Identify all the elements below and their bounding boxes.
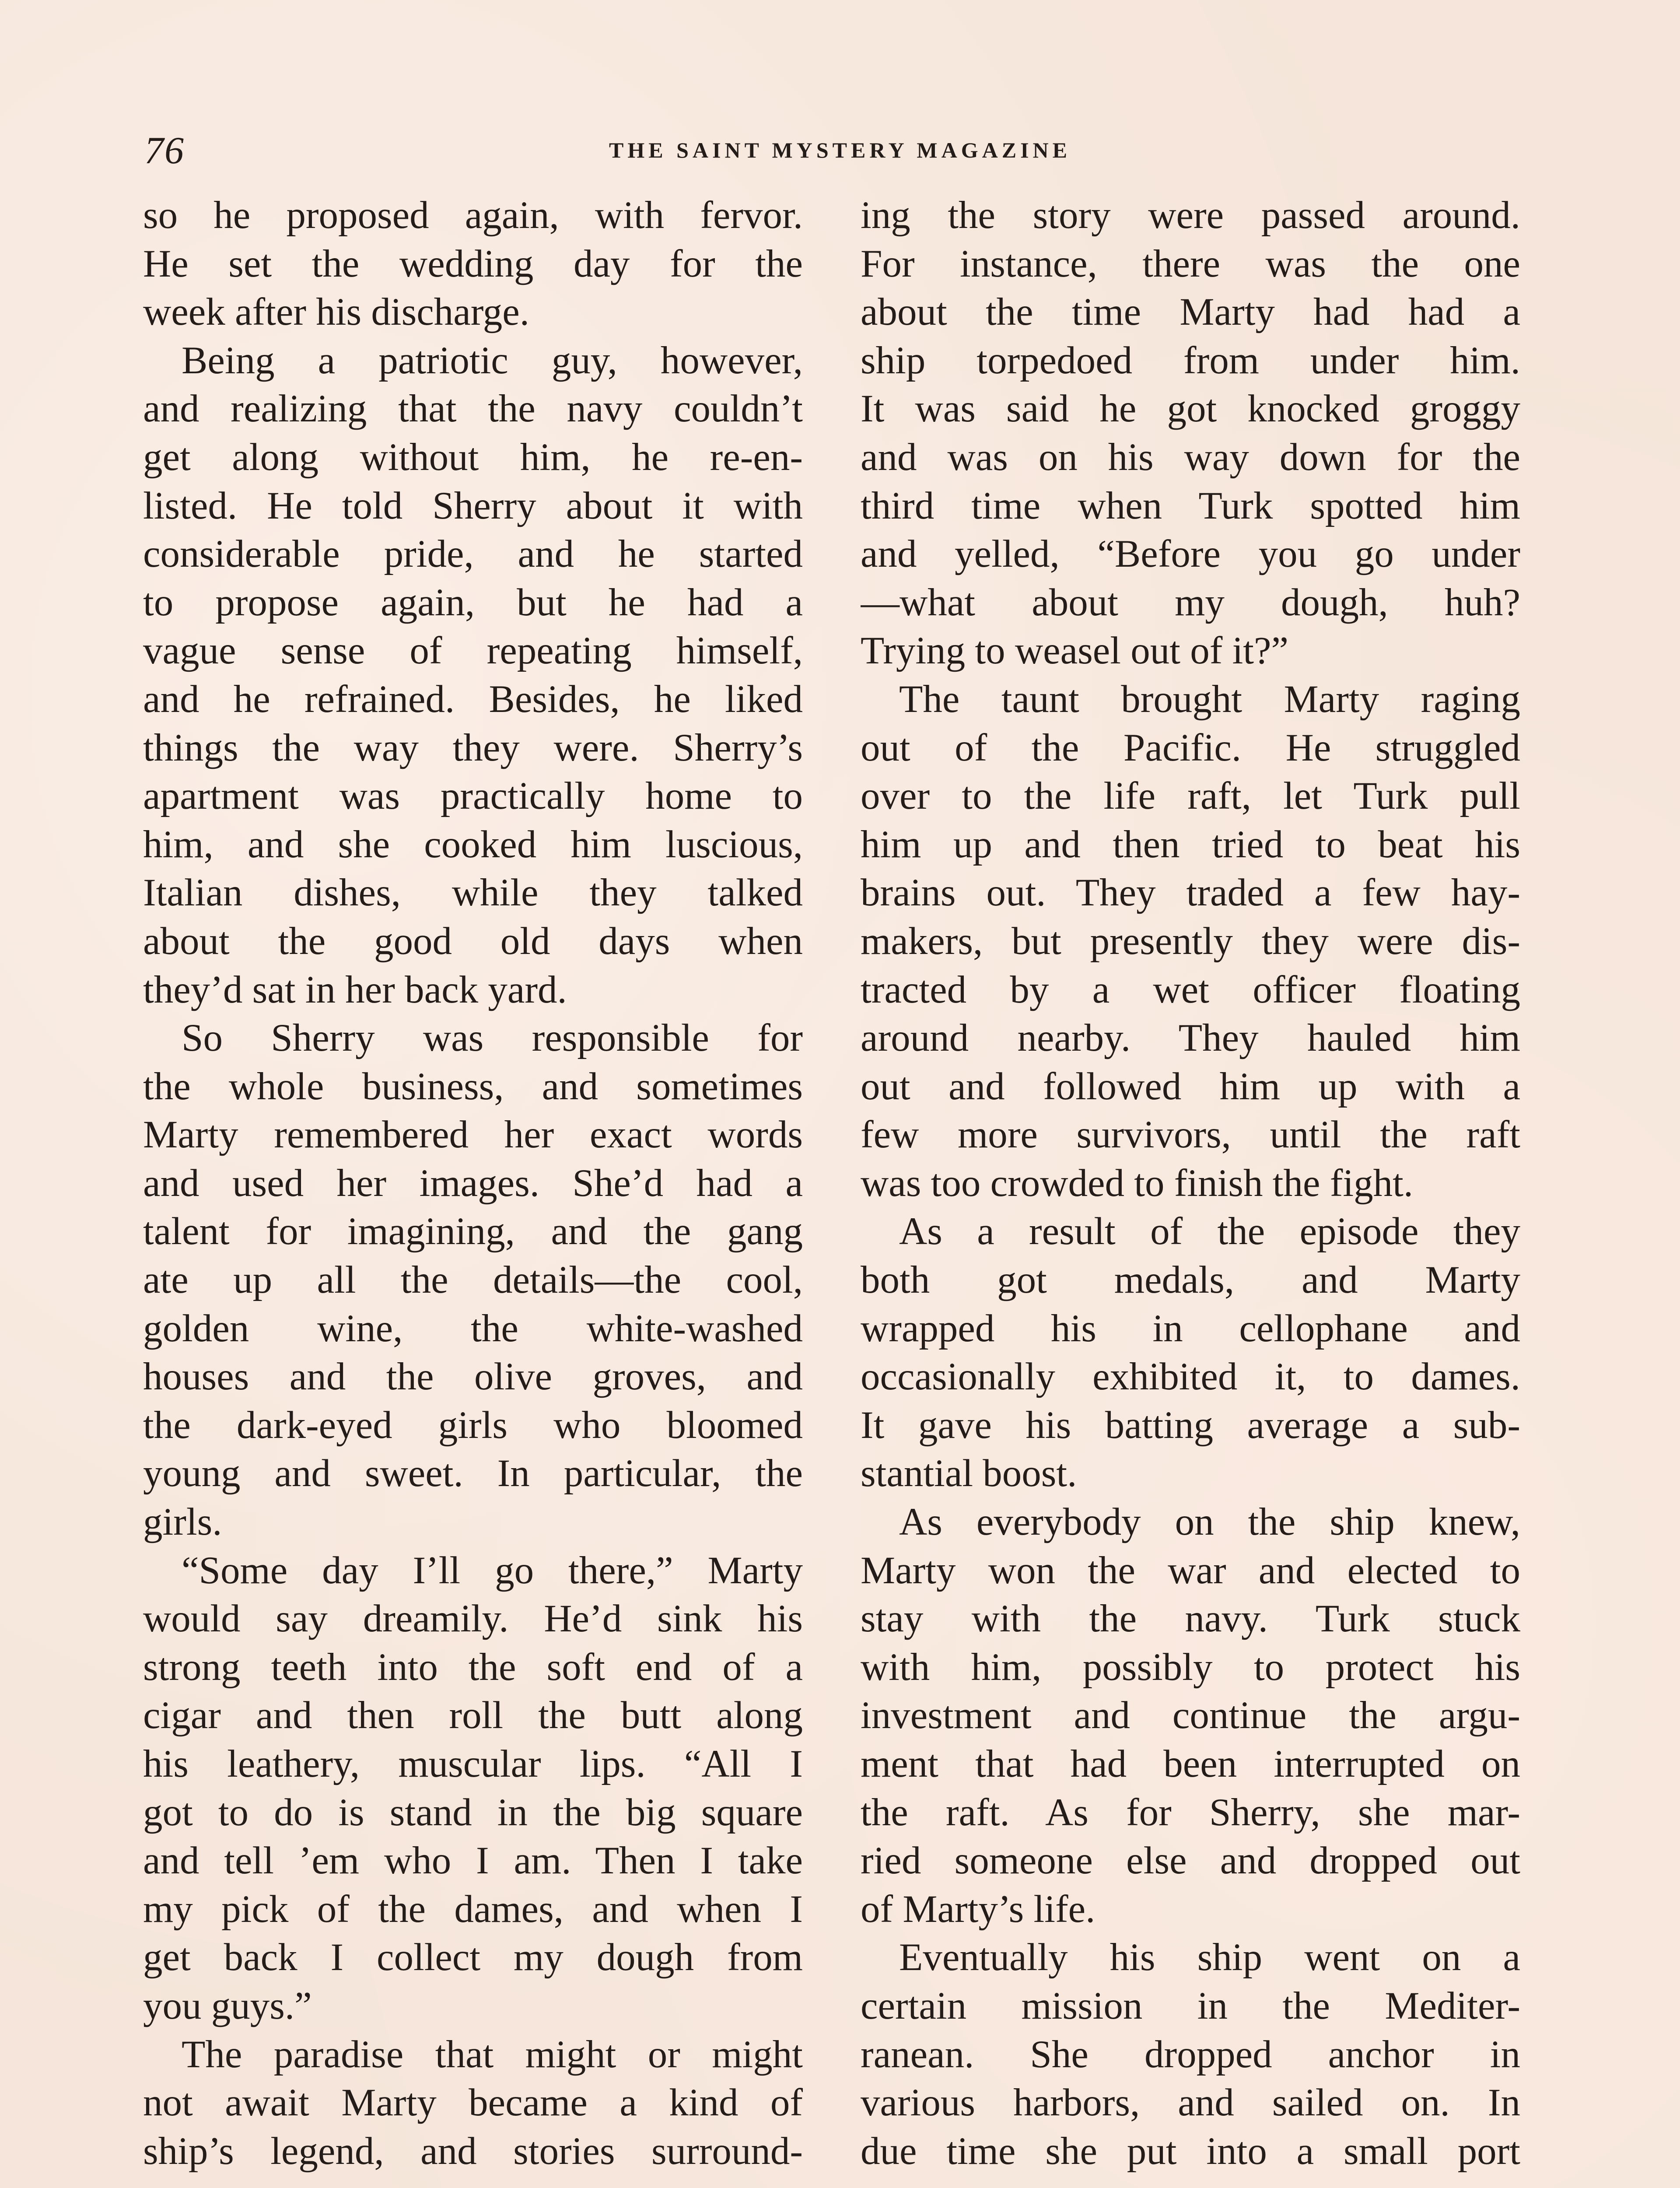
text-line: occasionally exhibited it, to dames. (861, 1355, 1520, 1399)
text-line: my pick of the dames, and when I (143, 1887, 803, 1931)
text-line: his leathery, muscular lips. “All I (143, 1743, 803, 1785)
text-line: —what about my dough, huh? (861, 581, 1520, 624)
text-line: few more survivors, until the raft (861, 1113, 1520, 1157)
text-line: and yelled, “Before you go under (861, 533, 1520, 576)
text-line: about the time Marty had had a (861, 291, 1520, 334)
text-line: makers, but presently they were dis- (861, 919, 1520, 963)
text-line: As everybody on the ship knew, (899, 1501, 1520, 1544)
text-line: was too crowded to finish the fight. (861, 1161, 1414, 1205)
text-line: the whole business, and sometimes (143, 1065, 803, 1108)
text-line: the dark-eyed girls who bloomed (143, 1403, 803, 1447)
text-line: certain mission in the Mediter- (861, 1984, 1520, 2027)
text-line: get back I collect my dough from (143, 1936, 803, 1979)
text-line: about the good old days when (143, 919, 803, 963)
text-line: Being a patriotic guy, however, (182, 339, 803, 382)
text-line: stay with the navy. Turk stuck (861, 1597, 1520, 1641)
text-line: vague sense of repeating himself, (143, 629, 803, 673)
text-line: week after his discharge. (143, 291, 530, 334)
text-line: to propose again, but he had a (143, 581, 803, 624)
text-line: around nearby. They hauled him (861, 1017, 1520, 1060)
text-line: Eventually his ship went on a (899, 1936, 1520, 1979)
text-line: due time she put into a small port (861, 2129, 1520, 2173)
text-line: him up and then tried to beat his (861, 823, 1520, 866)
text-line: out and followed him up with a (861, 1065, 1520, 1108)
text-line: apartment was practically home to (143, 775, 803, 818)
text-line: various harbors, and sailed on. In (861, 2081, 1520, 2125)
text-line: So Sherry was responsible for (182, 1017, 803, 1060)
text-line: him, and she cooked him luscious, (143, 823, 803, 866)
text-line: Trying to weasel out of it?” (861, 629, 1289, 673)
text-line: so he proposed again, with fervor. (143, 194, 803, 237)
text-line: they’d sat in her back yard. (143, 968, 567, 1011)
text-line: ing the story were passed around. (861, 194, 1520, 237)
text-line: strong teeth into the soft end of a (143, 1645, 803, 1689)
text-line: out of the Pacific. He struggled (861, 726, 1520, 769)
text-line: tracted by a wet officer floating (861, 968, 1520, 1011)
text-line: of Marty’s life. (861, 1887, 1096, 1931)
text-line: It was said he got knocked groggy (861, 387, 1520, 431)
text-line: you guys.” (143, 1984, 312, 2027)
text-line: listed. He told Sherry about it with (143, 484, 803, 527)
text-line: “Some day I’ll go there,” Marty (182, 1549, 803, 1592)
text-line: Marty remembered her exact words (143, 1113, 803, 1157)
text-line: It gave his batting average a sub- (861, 1403, 1520, 1447)
text-line: Marty won the war and elected to (861, 1549, 1520, 1592)
running-head (144, 131, 1536, 171)
text-line: things the way they were. Sherry’s (143, 726, 803, 769)
text-line: stantial boost. (861, 1452, 1077, 1495)
text-line: houses and the olive groves, and (143, 1355, 803, 1399)
magazine-title: THE SAINT MYSTERY MAGAZINE (609, 138, 1071, 162)
text-line: considerable pride, and he started (143, 533, 803, 576)
text-line: The paradise that might or might (182, 2033, 803, 2076)
text-line: The taunt brought Marty raging (899, 677, 1520, 721)
text-line: talent for imagining, and the gang (143, 1210, 803, 1253)
text-line: over to the life raft, let Turk pull (861, 775, 1520, 818)
text-line: young and sweet. In particular, the (143, 1452, 803, 1495)
text-line: and used her images. She’d had a (143, 1161, 803, 1205)
text-line: both got medals, and Marty (861, 1259, 1520, 1302)
text-line: with him, possibly to protect his (861, 1645, 1520, 1689)
text-line: the raft. As for Sherry, she mar- (861, 1791, 1520, 1834)
right-text-column (861, 191, 1520, 2175)
left-text-column (143, 191, 803, 2175)
text-line: wrapped his in cellophane and (861, 1307, 1520, 1350)
text-line: investment and continue the argu- (861, 1694, 1520, 1737)
page-number: 76 (144, 130, 185, 172)
text-line: As a result of the episode they (899, 1210, 1520, 1253)
text-line: and was on his way down for the (861, 435, 1520, 479)
text-line: For instance, there was the one (861, 242, 1520, 285)
text-line: would say dreamily. He’d sink his (143, 1597, 803, 1641)
text-line: ment that had been interrupted on (861, 1743, 1520, 1785)
text-line: get along without him, he re-en- (143, 435, 803, 479)
text-line: and he refrained. Besides, he liked (143, 677, 803, 721)
text-line: ate up all the details—the cool, (143, 1259, 803, 1302)
text-line: ship torpedoed from under him. (861, 339, 1520, 382)
text-line: girls. (143, 1501, 222, 1544)
text-line: and realizing that the navy couldn’t (143, 387, 803, 431)
text-line: and tell ’em who I am. Then I take (143, 1839, 803, 1883)
text-line: ranean. She dropped anchor in (861, 2033, 1520, 2076)
text-line: got to do is stand in the big square (143, 1791, 803, 1834)
text-line: third time when Turk spotted him (861, 484, 1520, 527)
text-line: cigar and then roll the butt along (143, 1694, 803, 1737)
text-line: not await Marty became a kind of (143, 2081, 803, 2125)
text-line: Italian dishes, while they talked (143, 871, 803, 915)
text-line: ship’s legend, and stories surround- (143, 2129, 803, 2173)
text-line: brains out. They traded a few hay- (861, 871, 1520, 915)
text-line: golden wine, the white-washed (143, 1307, 803, 1350)
text-line: ried someone else and dropped out (861, 1839, 1520, 1883)
text-line: He set the wedding day for the (143, 242, 803, 285)
